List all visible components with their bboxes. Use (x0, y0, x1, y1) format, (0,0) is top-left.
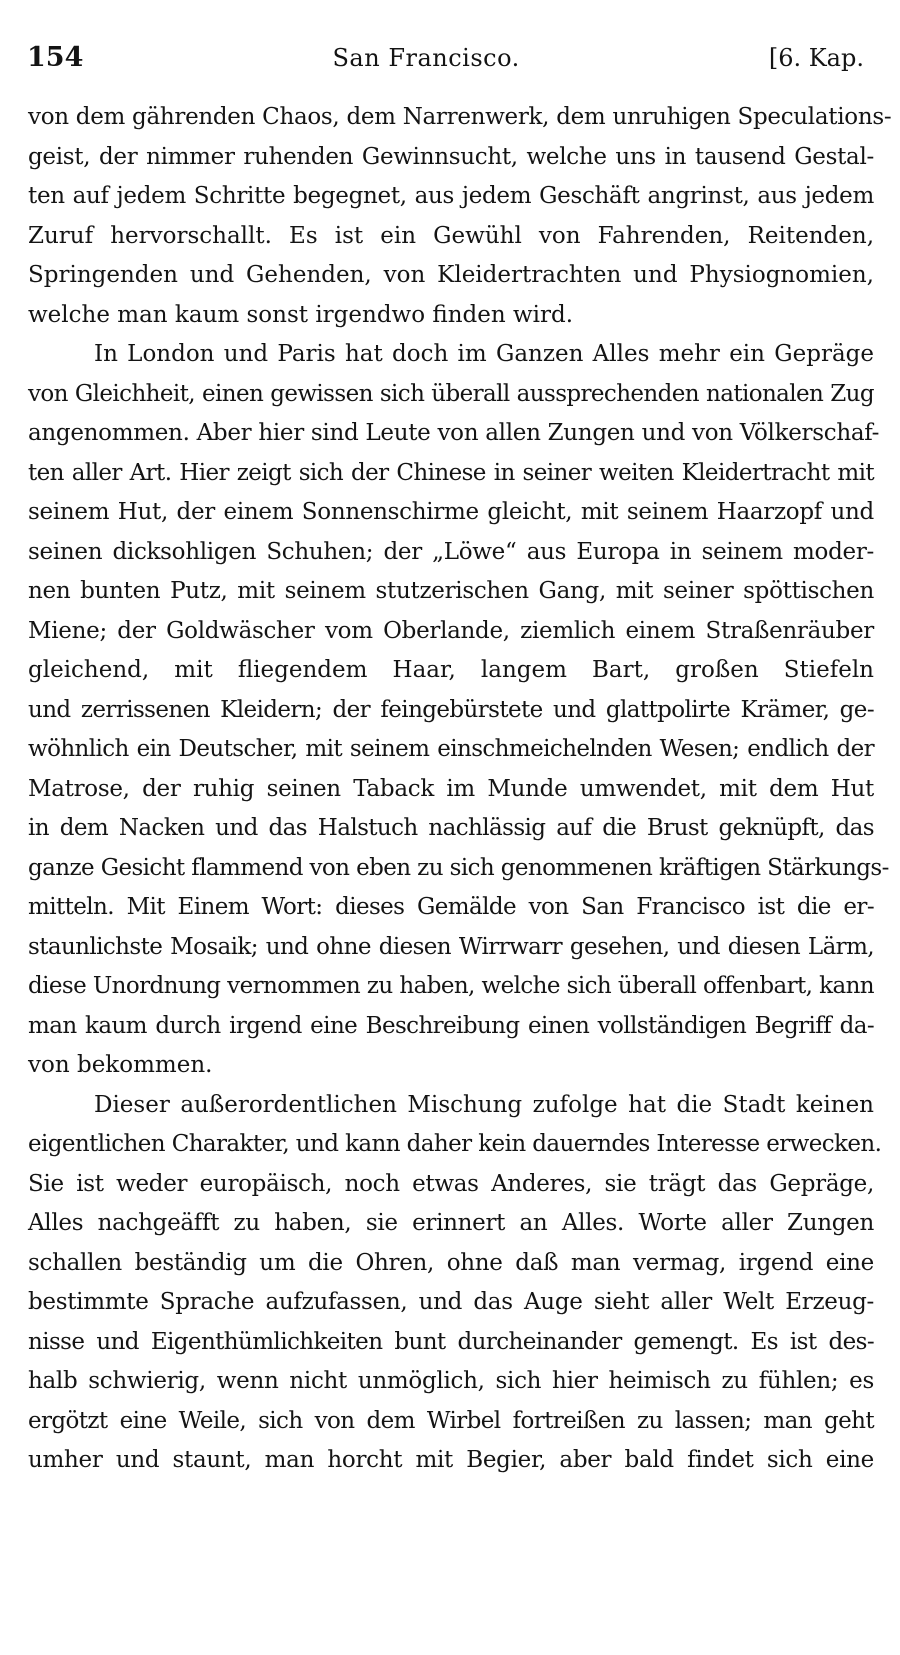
text-line: Zuruf hervorschallt. Es ist ein Gewühl von Fahrenden, Reitenden, (28, 222, 874, 249)
text-line: bestimmte Sprache aufzufassen, und das Auge sieht aller Welt Erzeug- (28, 1289, 874, 1315)
text-line: wöhnlich ein Deutscher, mit seinem einschmeichelnden Wesen; endlich der (28, 736, 874, 762)
text-line: gleichend, mit fliegendem Haar, langem Bart, großen Stiefeln (28, 657, 874, 683)
text-line: Springenden und Gehenden, von Kleidertrachten und Physiognomien, (28, 262, 874, 288)
text-line: welche man kaum sonst irgendwo finden wird. (28, 301, 574, 328)
text-line: ten auf jedem Schritte begegnet, aus jedem Geschäft angrinst, aus jedem (28, 183, 874, 209)
text-line: geist, der nimmer ruhenden Gewinnsucht, welche uns in tausend Gestal- (28, 143, 874, 170)
running-title: San Francisco. (332, 44, 520, 72)
body-text (28, 98, 892, 1481)
text-line: von Gleichheit, einen gewissen sich überall aussprechenden nationalen Zug (28, 380, 874, 407)
text-line: Sie ist weder europäisch, noch etwas Anderes, sie trägt das Gepräge, (28, 1170, 874, 1197)
chapter-reference: [6. Kap. (768, 44, 864, 72)
paragraph-2 (28, 335, 889, 1086)
text-line: ten aller Art. Hier zeigt sich der Chinese in seiner weiten Kleidertracht mit (28, 459, 874, 486)
text-line: nen bunten Putz, mit seinem stutzerischen Gang, mit seiner spöttischen (28, 578, 874, 604)
text-line: in dem Nacken und das Halstuch nachlässig auf die Brust geknüpft, das (28, 815, 874, 841)
paragraph-1 (28, 98, 892, 335)
page-number: 154 (27, 42, 84, 73)
text-line: Alles nachgeäfft zu haben, sie erinnert an Alles. Worte aller Zungen (28, 1210, 874, 1236)
text-line: umher und staunt, man horcht mit Begier, aber bald findet sich eine (28, 1447, 874, 1473)
text-line: seinen dicksohligen Schuhen; der „Löwe“ aus Europa in seinem moder- (28, 538, 874, 565)
text-line: diese Unordnung vernommen zu haben, welche sich überall offenbart, kann (28, 973, 874, 999)
text-line: staunlichste Mosaik; und ohne diesen Wirrwarr gesehen, und diesen Lärm, (28, 933, 874, 960)
running-head (27, 38, 864, 78)
text-line: ergötzt eine Weile, sich von dem Wirbel fortreißen zu lassen; man geht (28, 1407, 874, 1434)
text-line: halb schwierig, wenn nicht unmöglich, sich hier heimisch zu fühlen; es (28, 1368, 874, 1394)
text-line: Matrose, der ruhig seinen Taback im Munde umwendet, mit dem Hut (28, 775, 874, 802)
text-line: schallen beständig um die Ohren, ohne daß man vermag, irgend eine (28, 1249, 874, 1276)
text-line: Miene; der Goldwäscher vom Oberlande, ziemlich einem Straßenräuber (28, 617, 874, 644)
text-line: mitteln. Mit Einem Wort: dieses Gemälde von San Francisco ist die er- (28, 894, 874, 920)
text-line: angenommen. Aber hier sind Leute von allen Zungen und von Völkerschaf- (28, 420, 880, 446)
text-line: eigentlichen Charakter, und kann daher kein dauerndes Interesse erwecken. (28, 1131, 882, 1157)
text-line: ganze Gesicht flammend von eben zu sich genommenen kräftigen Stärkungs- (28, 854, 889, 881)
text-line: nisse und Eigenthümlichkeiten bunt durcheinander gemengt. Es ist des- (28, 1328, 874, 1355)
text-line: man kaum durch irgend eine Beschreibung einen vollständigen Begriff da- (28, 1012, 874, 1039)
text-line: Dieser außerordentlichen Mischung zufolge hat die Stadt keinen (94, 1091, 874, 1118)
text-line: und zerrissenen Kleidern; der feingebürstete und glattpolirte Krämer, ge- (28, 696, 874, 723)
paragraph-3 (28, 1086, 882, 1481)
text-line: von dem gährenden Chaos, dem Narrenwerk, dem unruhigen Speculations- (28, 104, 892, 130)
text-line: seinem Hut, der einem Sonnenschirme gleicht, mit seinem Haarzopf und (28, 499, 874, 525)
text-line: In London und Paris hat doch im Ganzen Alles mehr ein Gepräge (94, 341, 874, 367)
text-line: von bekommen. (28, 1052, 213, 1078)
